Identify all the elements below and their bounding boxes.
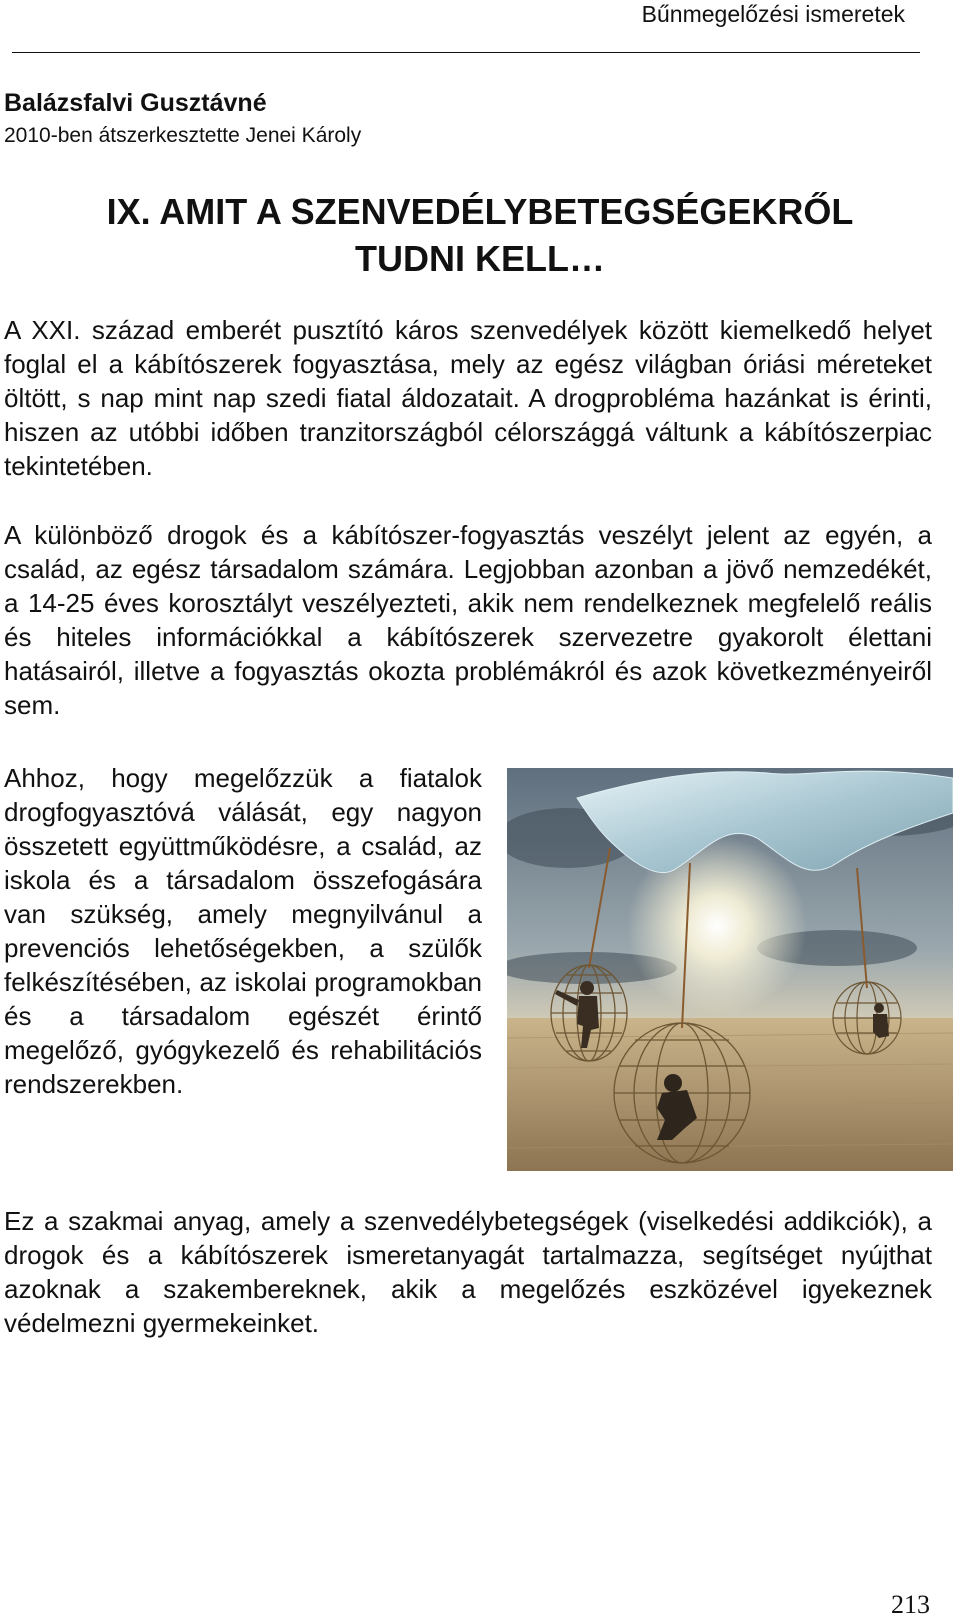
page-number: 213: [891, 1590, 930, 1619]
body-paragraph-4: Ez a szakmai anyag, amely a szenvedélybetegségek (viselkedési addikciók), a drogok és a kábítószerek ismeretanyagát tartalmazza, segítséget nyújthat azoknak a szakembereknek, akik a megelőzés eszközével igyekeznek védelmezni gyermekeinket.: [4, 1206, 932, 1338]
chapter-title-line-2: TUDNI KELL…: [355, 238, 605, 279]
chapter-title: [0, 188, 960, 282]
body-paragraph-1: A XXI. század emberét pusztító káros szenvedélyek között kiemelkedő helyet foglal el a kábítószerek fogyasztása, mely az egész világban óriási méreteket öltött, s nap mint nap szedi fiatal áldozatait. A drogprobléma hazánkat is érinti, hiszen az utóbbi időben tranzitországból célországgá váltunk a kábítószerpiac tekintetében.: [4, 315, 932, 481]
author-name: Balázsfalvi Gusztávné: [4, 89, 267, 117]
header-rule: [12, 52, 920, 53]
caged-figures-illustration: [507, 768, 953, 1171]
running-header: Bűnmegelőzési ismeretek: [641, 1, 905, 27]
chapter-title-line-1: IX. AMIT A SZENVEDÉLYBETEGSÉGEKRŐL: [106, 191, 854, 232]
body-paragraph-3: Ahhoz, hogy megelőzzük a fiatalok drogfogyasztóvá válását, egy nagyon összetett együttműködésre, a család, az iskola és a társadalom összefogására van szükség, amely megnyilvánul a prevenciós lehetőségekben, a szülők felkészítésében, az iskolai programokban és a társadalom egészét érintő megelőző, gyógykezelő és rehabilitációs rendszerekben.: [4, 763, 482, 1099]
body-paragraph-2: A különböző drogok és a kábítószer-fogyasztás veszélyt jelent az egyén, a család, az egész társadalom számára. Legjobban azonban a jövő nemzedékét, a 14-25 éves korosztályt veszélyezteti, akik nem rendelkeznek megfelelő reális és hiteles információkkal a kábítószerek szervezetre gyakorolt élettani hatásairól, illetve a fogyasztás okozta problémákról és azok következményeiről sem.: [4, 520, 932, 720]
editor-note: 2010-ben átszerkesztette Jenei Károly: [4, 124, 362, 147]
